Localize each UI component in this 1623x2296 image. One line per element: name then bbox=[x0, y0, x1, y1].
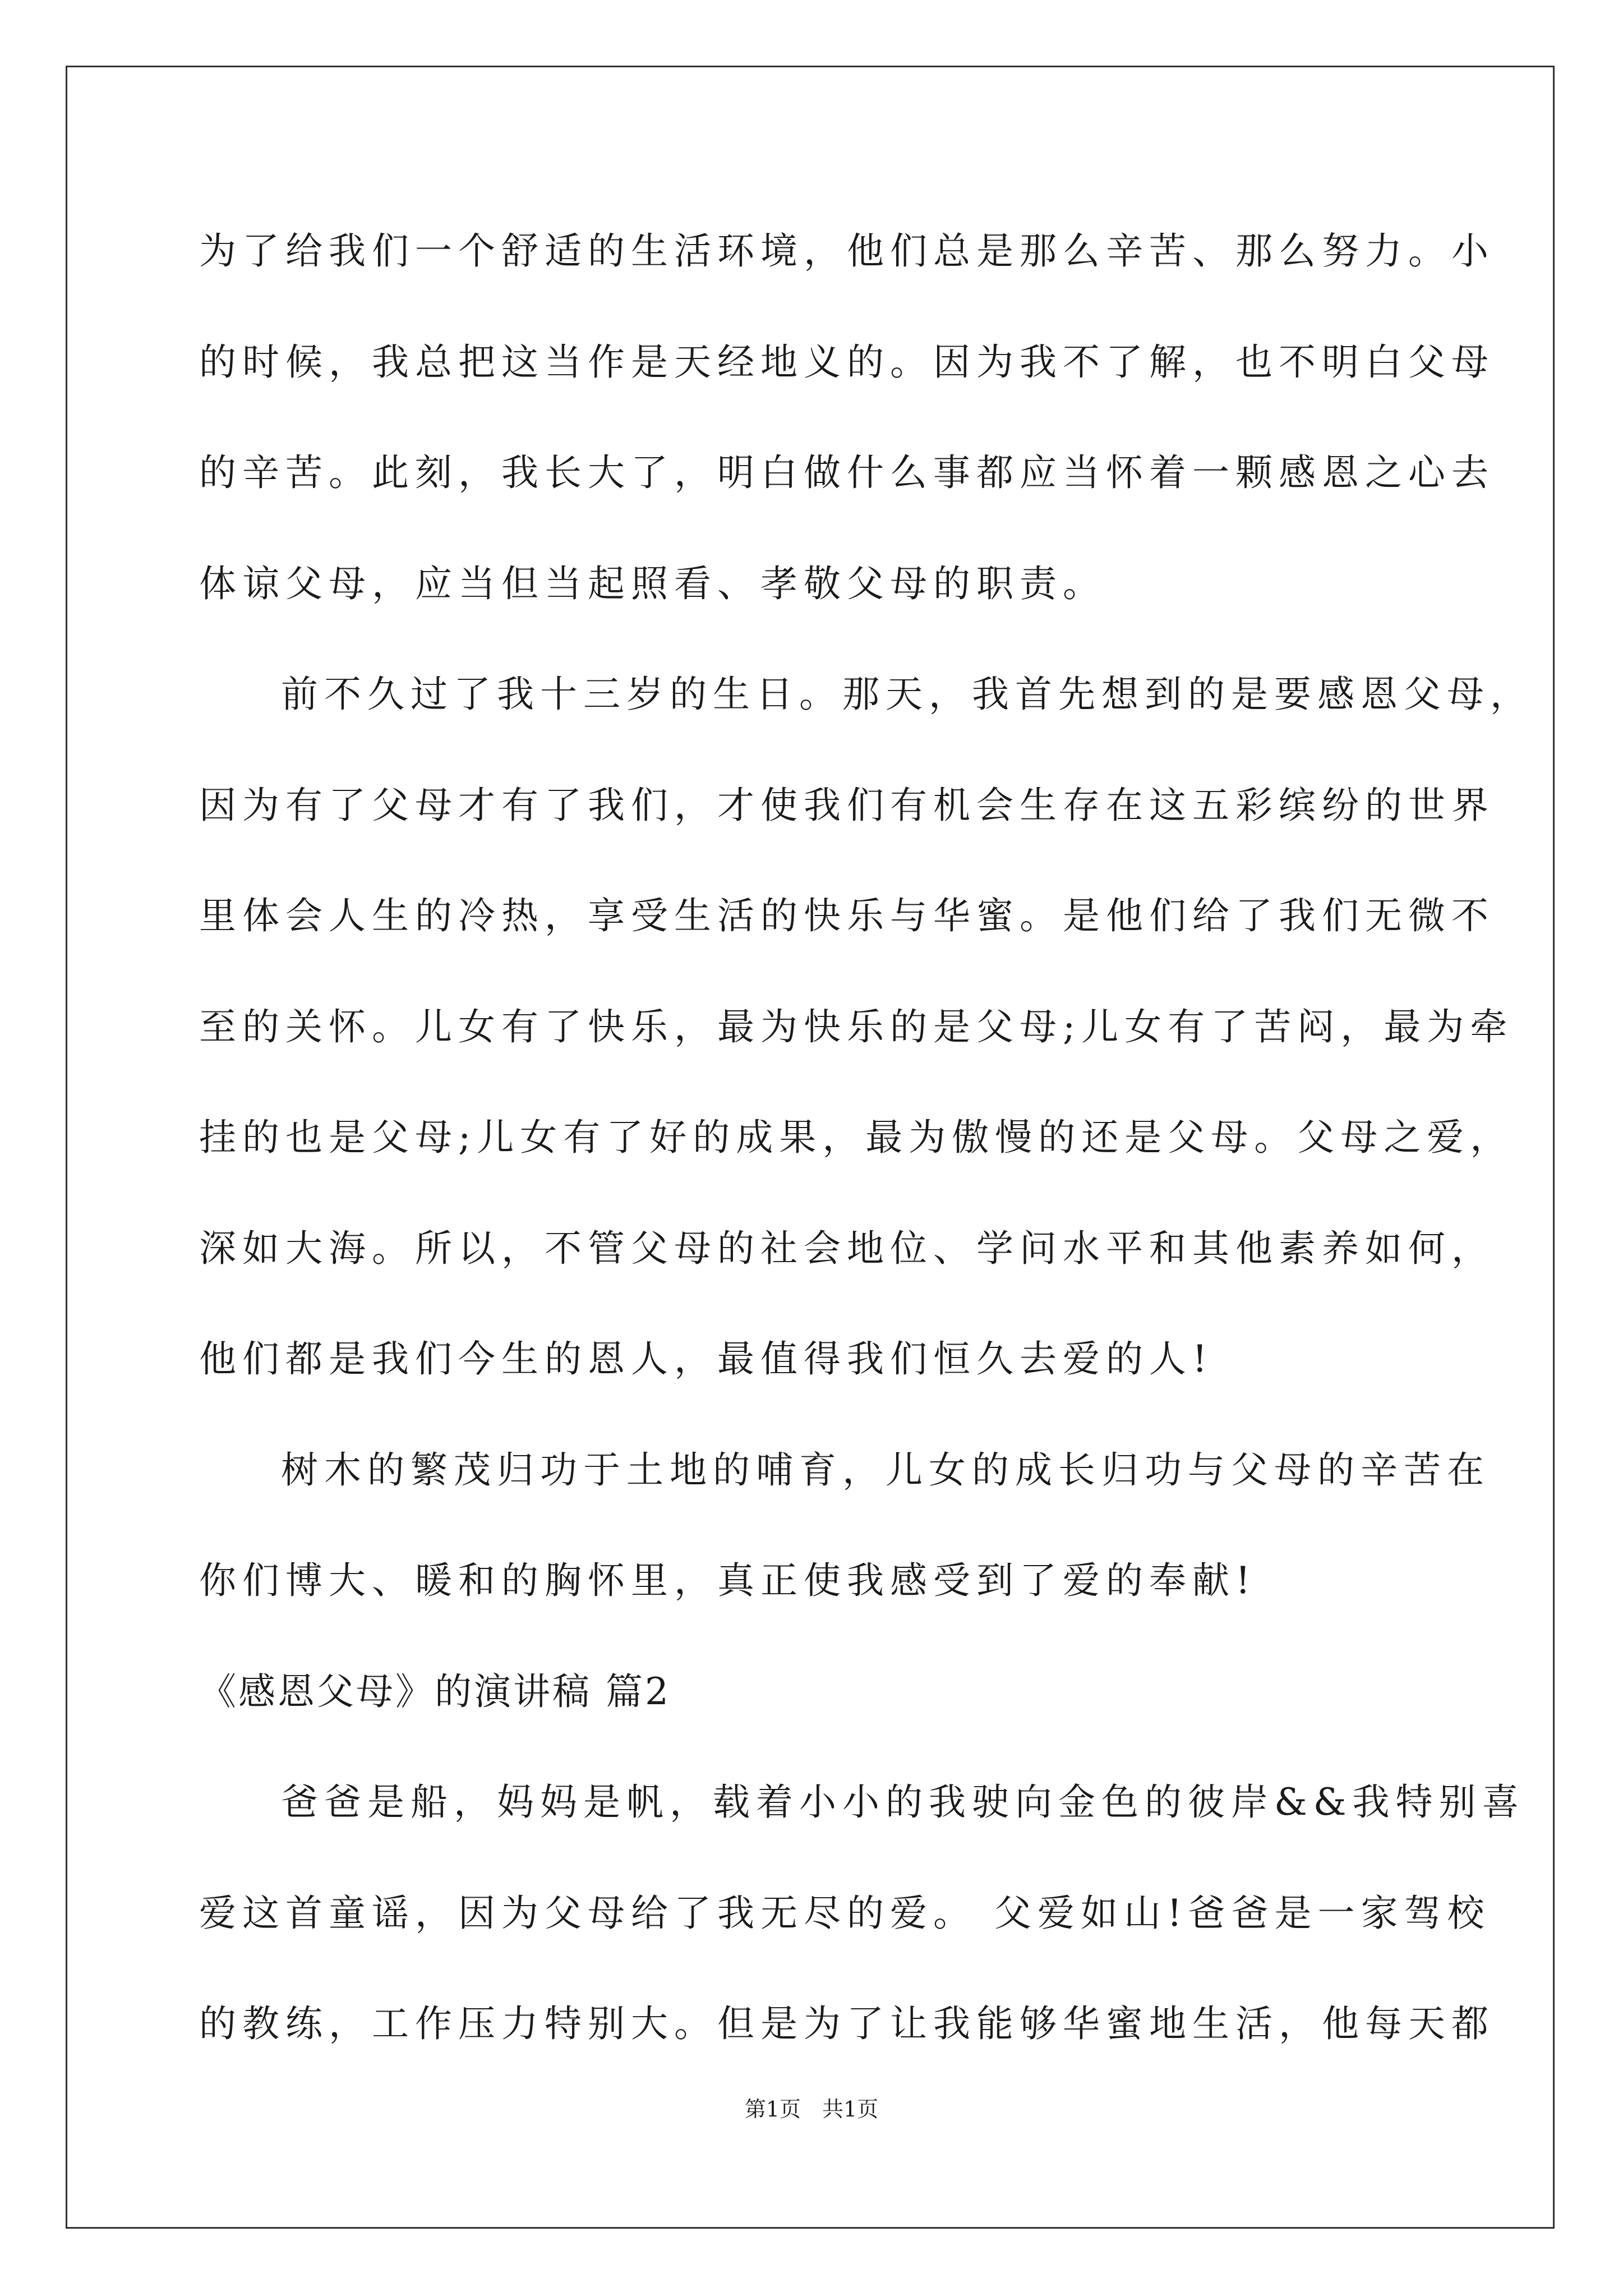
text-line-16: 爱这首童谣，因为父母给了我无尽的爱。 父爱如山!爸爸是一家驾校 bbox=[199, 1891, 1491, 1935]
text-line-12: 树木的繁茂归功于土地的哺育，儿女的成长归功与父母的辛苦在 bbox=[281, 1448, 1490, 1492]
text-line-17: 的教练，工作压力特别大。但是为了让我能够华蜜地生活，他每天都 bbox=[199, 2002, 1495, 2045]
text-line-13: 你们博大、暖和的胸怀里，真正使我感受到了爱的奉献! bbox=[199, 1559, 1257, 1602]
text-line-2: 的时候，我总把这当作是天经地义的。因为我不了解，也不明白父母 bbox=[199, 340, 1495, 384]
text-line-15: 爸爸是船，妈妈是帆，载着小小的我驶向金色的彼岸&&我特别喜 bbox=[281, 1780, 1525, 1824]
text-line-4: 体谅父母，应当但当起照看、孝敬父母的职责。 bbox=[199, 562, 1106, 605]
text-line-11: 他们都是我们今生的恩人，最值得我们恒久去爱的人! bbox=[199, 1337, 1214, 1381]
text-line-6: 因为有了父母才有了我们，才使我们有机会生存在这五彩缤纷的世界 bbox=[199, 783, 1495, 827]
text-line-5: 前不久过了我十三岁的生日。那天，我首先想到的是要感恩父母， bbox=[281, 673, 1533, 716]
text-line-7: 里体会人生的冷热，享受生活的快乐与华蜜。是他们给了我们无微不 bbox=[199, 894, 1495, 937]
text-line-3: 的辛苦。此刻，我长大了，明白做什么事都应当怀着一颗感恩之心去 bbox=[199, 451, 1495, 494]
text-line-10: 深如大海。所以，不管父母的社会地位、学问水平和其他素养如何， bbox=[199, 1226, 1495, 1270]
page-number-footer: 第1页 共1页 bbox=[744, 2097, 879, 2122]
text-line-8: 至的关怀。儿女有了快乐，最为快乐的是父母;儿女有了苦闷，最为牵 bbox=[199, 1005, 1514, 1048]
document-body bbox=[199, 220, 1533, 2104]
text-line-1: 为了给我们一个舒适的生活环境，他们总是那么辛苦、那么努力。小 bbox=[199, 229, 1495, 273]
section-heading: 《感恩父母》的演讲稿 篇2 bbox=[199, 1669, 671, 1713]
text-line-9: 挂的也是父母;儿女有了好的成果，最为傲慢的还是父母。父母之爱， bbox=[199, 1116, 1514, 1159]
